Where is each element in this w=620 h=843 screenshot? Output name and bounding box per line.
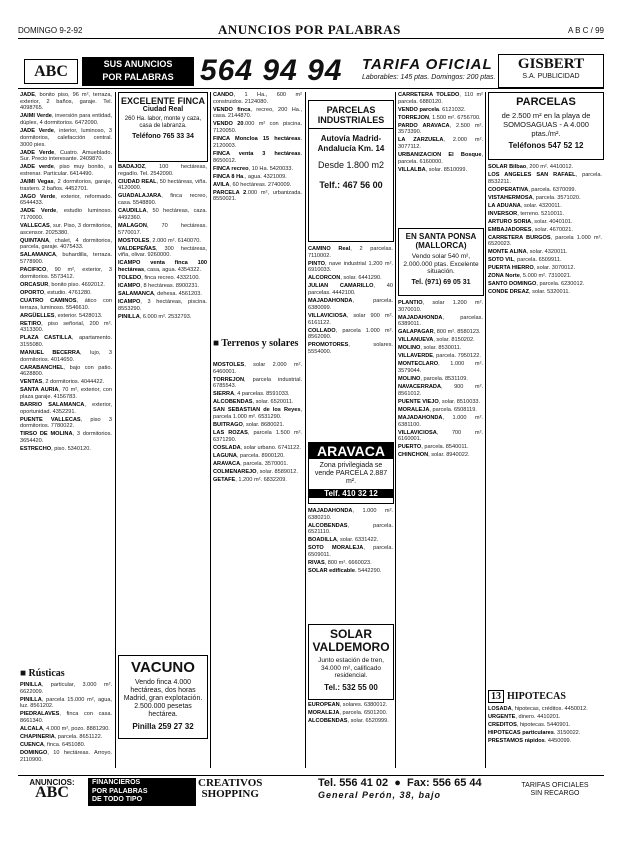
classified-ad: JAIMI Verde, inversión para entidad, dúplex, 4 dormitorios. 6472090. — [20, 113, 112, 127]
classified-ad: PINILLA, particular, 3.000 m². 6622009. — [20, 682, 112, 695]
footer-tarifa-line1: TARIFAS OFICIALES — [521, 782, 589, 789]
classified-ad: BARRIO SALAMANCA, exterior, oportunidad. 4352291. — [20, 402, 112, 415]
classified-ad: SOLAR Bilbao, 200 m². 4410012. — [488, 164, 574, 170]
classified-ad: PIEDRALAVES, finca con casa. 8661340. — [20, 711, 112, 725]
classified-ad: JADE Verde, interior, luminoso, 3 dormitorios, calefacción central. 3000 pies. — [20, 128, 112, 148]
classified-ad: PUERTO, parcela. 8540011. — [398, 444, 469, 451]
footer-tarifas — [508, 782, 602, 798]
sus-line2: POR PALABRAS — [102, 72, 174, 82]
finca-tel: Teléfono 765 33 34 — [132, 133, 194, 140]
creativos-logo — [198, 778, 262, 800]
classified-ad: LOSADA, hipotecas, créditos. 4450012. — [488, 706, 588, 712]
classified-ad: CHINCHON, solar. 8940022. — [398, 452, 470, 459]
hipotecas-title: HIPOTECAS — [507, 691, 566, 702]
classified-ad: VILLAVICIOSA, solar 900 m². 6161122. — [308, 312, 393, 326]
classified-ad: VENDO parcela. 6121032. — [398, 106, 466, 113]
classified-ad: EMBAJADORES, solar. 4670021. — [488, 226, 573, 233]
classified-ad: COLMENAREJO, solar. 8589012. — [213, 468, 298, 475]
column-1b — [20, 682, 112, 768]
footer-fax: Fax: 556 65 44 — [407, 777, 482, 789]
classified-ad: GUADALAJARA, finca recreo, casa. 5548890. — [118, 193, 207, 207]
parcelas-industriales-box — [308, 100, 394, 242]
column-2 — [118, 164, 207, 644]
finca-ad-box — [118, 92, 208, 162]
classified-ad: CAUDILLA, 50 hectáreas, caza. 4492360. — [118, 208, 207, 221]
column-rule — [485, 92, 486, 768]
classified-ad: ORCASUR, bonito piso. 4692012. — [20, 281, 105, 288]
classified-ad: MAJADAHONDA, parcelas. 6389011. — [398, 314, 483, 328]
classified-ad: SALAMANCA, dehesa. 4561203. — [118, 290, 202, 297]
classified-ad: LA ZARZUELA, 2.000 m². 3077112. — [398, 137, 483, 151]
classified-ad: MORALEJA, parcela. 6501200. — [308, 710, 388, 716]
classified-ad: JAGO Verde, exterior, reformado. 6544433. — [20, 193, 112, 207]
page-header — [18, 22, 604, 39]
footer-fin-line: DE TODO TIPO — [92, 796, 143, 803]
ponsa-title: EN SANTA PONSA (MALLORCA) — [405, 232, 477, 250]
classified-ad: CARABANCHEL, bajo con patio. 4628800. — [20, 364, 112, 378]
column-3b — [213, 362, 302, 768]
classified-ad: LA ADUANA, solar. 4320011. — [488, 202, 562, 209]
classified-ad: FINCA recreo, 10 Ha. 5420033. — [213, 165, 294, 172]
top-banner — [18, 54, 604, 89]
parcelas2-tel: Teléfonos 547 52 12 — [508, 141, 584, 150]
footer-tel: Tel. 556 41 02 — [318, 777, 389, 789]
parcelas2-body: de 2.500 m² en la playa de SOMOSAGUAS - A 4.000 ptas./m². — [501, 111, 591, 138]
classified-ad: CIUDAD REAL, 50 hectáreas, viña. 4120000. — [118, 178, 207, 192]
column-4c — [308, 702, 393, 768]
classified-ad: VISTAHERMOSA, parcela. 3571020. — [488, 194, 581, 201]
vacuno-tel: Pinilla 259 27 32 — [132, 722, 194, 731]
classified-ad: MOLINO, solar. 8530011. — [398, 345, 462, 352]
classified-ad: COSLADA, solar urbano. 6741122. — [213, 444, 301, 451]
aravaca-body: Zona privilegiada se vende PARCELA 2.887 m². — [314, 462, 388, 485]
column-3 — [213, 92, 302, 332]
classified-ad: VILLAVICIOSA, 700 m². 6160001. — [398, 429, 483, 443]
classified-ad: PUERTA HIERRO, solar. 3070012. — [488, 265, 576, 272]
footer-address: General Perón, 38, bajo — [318, 790, 442, 800]
classified-ad: EUROPEAN, solares. 6380012. — [308, 702, 388, 708]
column-5 — [398, 92, 483, 222]
page-number: A B C / 99 — [567, 26, 604, 35]
classified-ad: MOLINO, parcela. 8531109. — [398, 376, 468, 383]
column-rule — [395, 92, 396, 768]
aravaca-tel: Telf. 410 32 12 — [309, 489, 393, 498]
creativos-line1: CREATIVOS — [198, 777, 263, 789]
aravaca-ad-box — [308, 442, 394, 504]
banner-phone: 564 94 94 — [200, 54, 343, 87]
classified-ad: DOMINGO, 10 hectáreas. Arroyo. 2110900. — [20, 750, 112, 763]
terrenos-heading: ■ Terrenos y solares — [213, 338, 299, 349]
classified-ad: BADAJOZ, 100 hectáreas, regadío. Tel. 2542090. — [118, 164, 207, 177]
footer-financieros — [88, 778, 196, 806]
classified-ad: COLLADO, parcela 1.000 m². 8562090. — [308, 327, 393, 341]
classified-ad: TORREJON, parcela industrial. 6785543. — [213, 376, 302, 390]
tarifa-oficial: TARIFA OFICIAL — [362, 56, 493, 73]
classified-ad: SOTO MORALEJA, parcela. 6509011. — [308, 545, 393, 559]
classified-ad: ARAVACA, parcela. 3570001. — [213, 460, 289, 467]
classified-ad: GALAPAGAR, 800 m². 8580123. — [398, 329, 481, 336]
vacuno-title: VACUNO — [131, 659, 195, 676]
classified-ad: SOLAR edificable. 5442290. — [308, 568, 382, 575]
column-rule — [210, 92, 211, 768]
tarifa-prices: Laborables: 145 ptas. Domingos: 200 ptas. — [362, 74, 496, 81]
aravaca-title: ARAVACA — [309, 443, 393, 459]
column-rule — [305, 92, 306, 768]
classified-ad: FINCA venta 3 hectáreas. 8650012. — [213, 150, 302, 164]
column-1 — [20, 92, 112, 664]
classified-ad: JADE verde, piso muy bonito, a estrenar. Particular. 6414490. — [20, 164, 112, 177]
classified-ad: FINCA Moncloa 15 hectáreas. 2120003. — [213, 136, 302, 149]
ponsa-body: Vendo solar 540 m², 2.000.000 ptas. Excelente situación. — [403, 253, 479, 275]
classified-ad: CHAPINERIA, parcela. 8651122. — [20, 734, 103, 741]
classified-ad: RIVAS, 800 m². 6660023. — [308, 560, 372, 567]
footer-anuncios — [20, 778, 84, 801]
rusticas-title: Rústicas — [28, 668, 65, 679]
classified-ad: MOSTOLES, solar 2.000 m². 6460001. — [213, 362, 302, 375]
classified-ad: ZONA Norte, 5.000 m². 7310021. — [488, 273, 572, 280]
classified-ad: MAJADAHONDA, 1.000 m². 6381100. — [398, 414, 483, 428]
column-5b — [398, 300, 483, 768]
classified-ad: ESTRECHO, piso. 5340120. — [20, 446, 91, 453]
footer-fin-line: POR PALABRAS — [92, 787, 148, 795]
classified-ad: MAJADAHONDA, parcela. 6380099. — [308, 298, 393, 311]
classified-ad: NAVACERRADA, 900 m². 8561012. — [398, 384, 483, 397]
classified-ad: ALCORCON, solar. 6441290. — [308, 275, 382, 282]
abc-logo: ABC — [24, 59, 78, 84]
classified-ad: VILLAVERDE, parcela. 7950122. — [398, 353, 481, 360]
column-6b — [488, 706, 602, 768]
classified-ad: SANTO DOMINGO, parcela. 6230012. — [488, 281, 585, 288]
classified-ad: VALLECAS, sur. Piso, 3 dormitorios, ascensor. 2025380. — [20, 223, 112, 236]
classified-ad: MONTE ALINA, solar. 4320011. — [488, 249, 568, 256]
classified-ad: SIERRA, 4 parcelas. 8591033. — [213, 391, 290, 398]
classified-ad: SAN SEBASTIAN de los Reyes, parcela 1.000 m². 6531290. — [213, 407, 302, 421]
sus-line1: SUS ANUNCIOS — [103, 59, 173, 69]
classified-ad: PINILLA, parcela 15.000 m², agua, luz. 8561202. — [20, 696, 112, 710]
classified-ad: CAMINO Real, 2 parcelas. 7110002. — [308, 246, 393, 259]
classified-ad: CREDITOS, hipotecas. 5440901. — [488, 722, 571, 728]
hipotecas-heading — [488, 690, 566, 703]
classified-ad: JADE Verde, estudio luminoso. 7170000. — [20, 208, 112, 222]
classified-ad: ALCALA, 4.000 m², pozo. 8881290. — [20, 726, 110, 733]
rusticas-heading: ■ Rústicas — [20, 668, 65, 679]
classified-ad: VENDO 20.000 m² con piscina. 7120050. — [213, 121, 302, 135]
classified-ad: HIPOTECAS particulares. 3150022. — [488, 730, 581, 736]
classified-ad: SALAMANCA, buhardilla, terraza. 5778900. — [20, 252, 112, 266]
classified-ad: VALDEPEÑAS, 300 hectáreas, viña, olivar. 9260000. — [118, 245, 207, 259]
classified-ad: TOLEDO, finca recreo. 4332100. — [118, 274, 200, 281]
classified-ad: PROMOTORES, solares. 5554000. — [308, 342, 393, 355]
header-date: DOMINGO 9-2-92 — [18, 26, 83, 35]
classified-ad: ALCOBENDAS, parcela. 6521110. — [308, 522, 393, 536]
classified-ad: LOS ANGELES SAN RAFAEL, parcela. 8532211. — [488, 172, 602, 185]
classified-ad: SOTO VIL, parcela. 6509911. — [488, 257, 562, 264]
classified-ad: CONDE DREAZ, solar. 5320011. — [488, 289, 570, 296]
creativos-line2: SHOPPING — [201, 788, 259, 800]
classified-ad: AVILA, 60 hectáreas. 2740009. — [213, 181, 292, 188]
classified-ad: PLAZA CASTILLA, apartamento. 3155080. — [20, 335, 112, 348]
classified-ad: VILLALBA, solar. 8510099. — [398, 166, 468, 173]
classified-ad: MALAGON, 70 hectáreas. 5770017. — [118, 222, 207, 236]
classified-ad: RETIRO, piso señorial, 200 m². 4313300. — [20, 320, 112, 334]
classified-ad: CARRETERA TOLEDO, 110 m² parcela. 6880120. — [398, 92, 483, 105]
santa-ponsa-box — [398, 228, 484, 296]
terrenos-title: Terrenos y solares — [221, 338, 299, 349]
footer-abc-logo: ABC — [35, 784, 69, 801]
classified-ad: COOPERATIVA, parcela. 6370099. — [488, 186, 577, 193]
classified-ad: VILLANUEVA, solar. 8150202. — [398, 337, 475, 344]
classified-ad: ALCOBENDAS, solar. 6520011. — [213, 399, 294, 406]
footer-banner — [18, 775, 604, 804]
classified-ad: MOSTOLES, 2.000 m². 6140070. — [118, 237, 201, 244]
vacuno-ad-box — [118, 655, 208, 739]
classified-ad: PUENTE VALLECAS, piso 3 dormitorios. 7780022. — [20, 416, 112, 430]
hipotecas-number: 13 — [488, 690, 504, 703]
classified-ad: VENDO finca, recreo, 200 Ha., casa. 2144870. — [213, 106, 302, 120]
classified-ad: ICAMPO, 3 hectáreas, piscina. 8553290. — [118, 298, 207, 312]
gisbert-logo — [498, 54, 604, 88]
classified-ad: ICAMPO venta finca 100 hectáreas, casa, agua. 4354322. — [118, 260, 207, 273]
classified-ad: VENTAS, 2 dormitorios. 4044422. — [20, 379, 105, 386]
classified-ad: PINILLA, 6.000 m². 2532793. — [118, 313, 192, 320]
classified-ad: SANTA AURIA, 70 m², exterior, con plaza garaje. 4156783. — [20, 387, 112, 401]
classified-ad: OPORTO, estudio. 4761280. — [20, 289, 92, 296]
finca-title: EXCELENTE FINCA — [120, 96, 205, 106]
classified-ad: ARTURO SORIA, solar. 4040101. — [488, 218, 573, 225]
classified-ad: TORREJON, 1.500 m². 6756700. — [398, 114, 481, 121]
classified-ad: INVERSOR, terreno. 5210011. — [488, 210, 565, 217]
parcelas-ind-body: Autovía Madrid-Andalucía Km. 14 — [317, 134, 385, 153]
classified-ad: ALCOBENDAS, solar. 6520999. — [308, 718, 389, 724]
finca-body: 260 Ha. labor, monte y caza, casa de labranza. — [124, 116, 202, 129]
ponsa-tel: Tel. (971) 69 05 31 — [411, 278, 471, 286]
gisbert-name: GISBERT — [517, 56, 585, 72]
classified-ad: CUENCA, finca. 6451080. — [20, 742, 86, 749]
classified-ad: LAGUNA, parcela. 8900120. — [213, 452, 285, 459]
classified-ad: MONTECLARO, 1.000 m². 3579044. — [398, 361, 483, 375]
footer-fin-line: FINANCIEROS — [92, 779, 141, 786]
classified-ad: CUATRO CAMINOS, ático con terraza, luminoso. 5546610. — [20, 297, 112, 311]
classified-ad: BUITRAGO, solar. 8680021. — [213, 422, 285, 429]
classified-ad: PRESTAMOS rápidos. 4450099. — [488, 738, 572, 744]
column-6 — [488, 164, 602, 684]
valdemoro-body: Junto estación de tren, 34.000 m², calificado residencial. — [318, 657, 384, 679]
parcelas-ind-tel: Telf.: 467 56 00 — [319, 180, 383, 190]
section-title: ANUNCIOS POR PALABRAS — [218, 22, 401, 37]
classified-ad: FINCA 8 Ha., agua. 4321009. — [213, 173, 287, 180]
footer-tarifa-line2: SIN RECARGO — [530, 790, 580, 797]
classified-ad: URBANIZACION El Bosque, parcela. 6160000. — [398, 152, 483, 165]
parcelas-somosaguas-box — [488, 92, 604, 160]
classified-ad: BOADILLA, solar. 6331422. — [308, 537, 379, 544]
column-4b — [308, 508, 393, 618]
classified-ad: JULIAN CAMARILLO, 40 parcelas. 4442100. — [308, 283, 393, 297]
classified-ad: ARGÜELLES, exterior. 5428013. — [20, 312, 103, 319]
footer-anuncios-label: ANUNCIOS: — [29, 778, 75, 787]
sus-anuncios-box — [82, 57, 194, 86]
classified-ad: PACIFICO, 90 m², exterior, 3 dormitorios. 5573412. — [20, 267, 112, 280]
classified-ad: TIRSO DE MOLINA, 3 dormitorios. 3654420. — [20, 431, 112, 445]
classified-ad: MANUEL BECERRA, lujo, 3 dormitorios. 4014650. — [20, 349, 112, 363]
parcelas2-title: PARCELAS — [516, 96, 576, 108]
valdemoro-ad-box — [308, 624, 394, 700]
classified-ad: LAS ROZAS, parcela 1.500 m². 6371290. — [213, 430, 302, 443]
classified-ad: MORALEJA, parcela. 6508119. — [398, 406, 477, 413]
footer-contact: Tel. 556 41 02 ● Fax: 556 65 44 — [318, 777, 482, 789]
classified-ad: PLANTIO, solar 1.200 m². 3070010. — [398, 300, 483, 313]
classified-ad: PARCELA 2.000 m², urbanizada. 8550021. — [213, 189, 302, 203]
parcelas-ind-price: Desde 1.800 m2 — [317, 160, 385, 170]
vacuno-body: Vendo finca 4.000 hectáreas, dos horas Madrid, gran explotación. 2.500.000 pesetas hectárea. — [123, 679, 203, 718]
classified-ad: QUINTANA, chalet, 4 dormitorios, parcela, garaje. 4075433. — [20, 237, 112, 251]
classified-ad: PINTO, nave industrial 1.200 m². 6910033. — [308, 260, 393, 274]
valdemoro-tel: Tel.: 532 55 00 — [324, 682, 378, 692]
valdemoro-title: SOLAR VALDEMORO — [312, 627, 390, 654]
gisbert-sub: S.A. PUBLICIDAD — [522, 73, 580, 80]
classified-ad: JAIMI Vegas, 2 dormitorios, garaje, trastero. 2 baños. 4452701. — [20, 178, 112, 192]
classified-ad: PUENTE VIEJO, solar. 8510033. — [398, 398, 481, 405]
classified-ad: URGENTE, dinero. 4410201. — [488, 714, 561, 720]
classified-ad: CANDO, 1 Ha., 600 m² construidos. 2124080. — [213, 92, 302, 105]
classified-ad: ICAMPO, 8 hectáreas. 8900231. — [118, 282, 200, 289]
classified-ad: GETAFE, 1.200 m². 6832209. — [213, 476, 287, 483]
finca-sub: Ciudad Real — [142, 106, 184, 113]
classified-ad: PARDO ARAVACA, 2.500 m². 3573390. — [398, 122, 483, 136]
parcelas-ind-title: PARCELAS INDUSTRIALES — [309, 105, 393, 129]
column-4 — [308, 246, 393, 436]
classified-ad: MAJADAHONDA, 1.000 m². 6380210. — [308, 508, 393, 521]
column-rule — [115, 92, 116, 768]
classified-ad: JADE, bonito piso, 96 m², terraza, exterior, 2 baños, garaje. Tel. 4098765. — [20, 92, 112, 112]
classified-ad: CARRETERA BURGOS, parcela 1.000 m². 6520023. — [488, 234, 602, 248]
classified-ad: JADE Verde, Cuatro. Amueblado. Sur. Precio interesante. 2409870. — [20, 149, 112, 163]
